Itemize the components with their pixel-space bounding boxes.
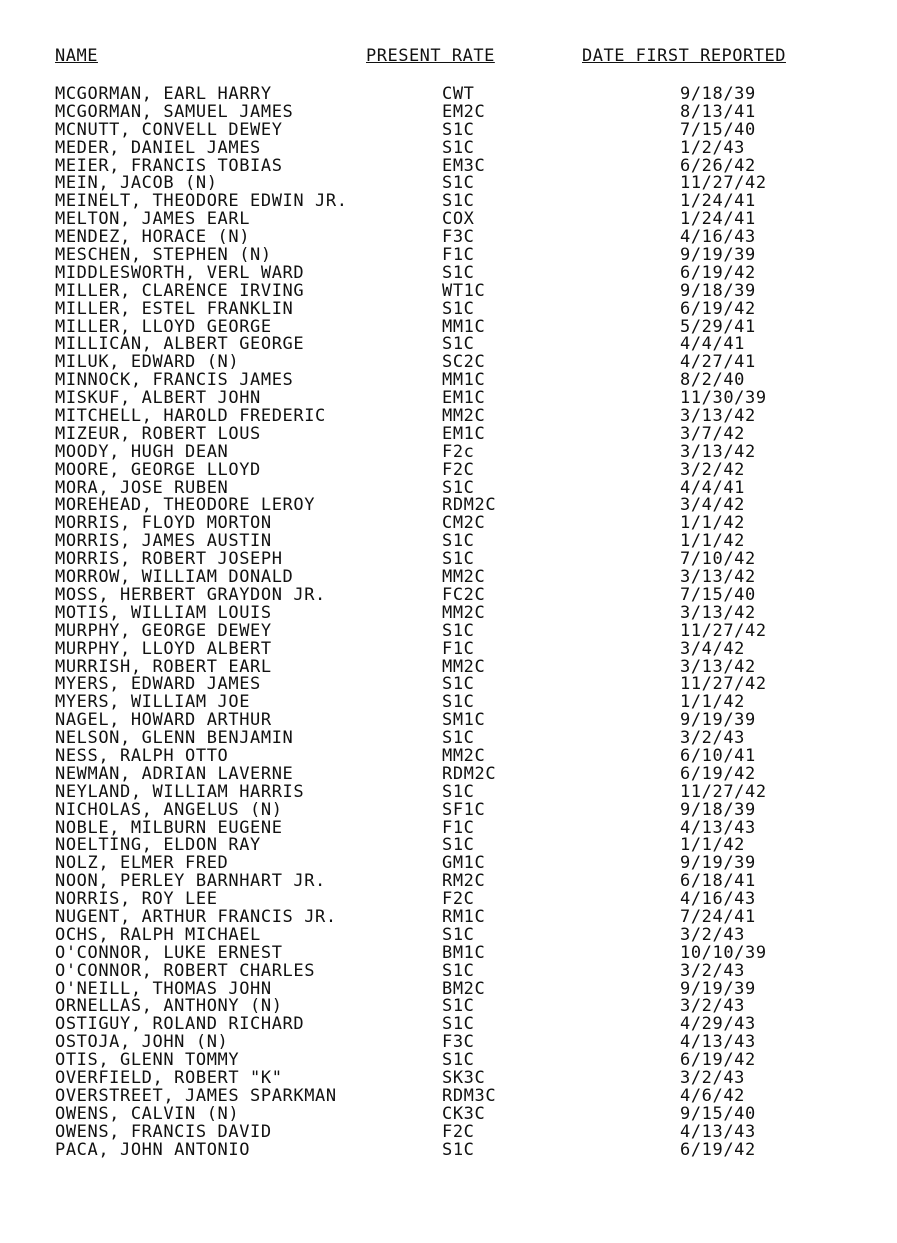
present-rate: SK3C xyxy=(442,1067,486,1088)
crew-name: MORRIS, FLOYD MORTON xyxy=(55,513,272,534)
crew-name: MOREHEAD, THEODORE LEROY xyxy=(55,495,316,516)
date-first-reported: 9/18/39 xyxy=(680,84,756,104)
present-rate: FC2C xyxy=(442,584,486,605)
date-first-reported: 3/13/42 xyxy=(680,567,756,588)
present-rate: EM2C xyxy=(442,101,486,122)
column-header-name: NAME xyxy=(55,46,98,66)
present-rate: S1C xyxy=(442,298,475,319)
crew-name: MEDER, DANIEL JAMES xyxy=(55,137,261,158)
crew-name: MELTON, JAMES EARL xyxy=(55,209,251,230)
date-first-reported: 3/4/42 xyxy=(680,495,746,516)
date-first-reported: 6/19/42 xyxy=(680,1139,756,1160)
date-first-reported: 3/2/43 xyxy=(680,960,746,981)
present-rate: MM2C xyxy=(442,406,486,427)
date-first-reported: 1/1/42 xyxy=(680,531,746,552)
date-first-reported: 1/24/41 xyxy=(680,191,756,212)
crew-name: MURRISH, ROBERT EARL xyxy=(55,656,272,677)
date-first-reported: 9/15/40 xyxy=(680,1103,756,1124)
present-rate: S1C xyxy=(442,119,475,140)
present-rate: S1C xyxy=(442,1014,475,1035)
crew-name: MILLICAN, ALBERT GEORGE xyxy=(55,334,305,355)
present-rate: WT1C xyxy=(442,280,486,301)
present-rate: S1C xyxy=(442,334,475,355)
date-first-reported: 3/2/43 xyxy=(680,924,746,945)
date-first-reported: 3/13/42 xyxy=(680,441,756,462)
date-first-reported: 9/19/39 xyxy=(680,710,756,731)
crew-name: MURPHY, LLOYD ALBERT xyxy=(55,638,272,659)
crew-name: MITCHELL, HAROLD FREDERIC xyxy=(55,406,326,427)
crew-name: NEWMAN, ADRIAN LAVERNE xyxy=(55,763,294,784)
crew-name: OTIS, GLENN TOMMY xyxy=(55,1050,240,1071)
date-first-reported: 4/29/43 xyxy=(680,1014,756,1035)
crew-name: NAGEL, HOWARD ARTHUR xyxy=(55,710,272,731)
crew-name: MENDEZ, HORACE (N) xyxy=(55,227,251,248)
date-first-reported: 11/27/42 xyxy=(680,781,767,802)
crew-name: NICHOLAS, ANGELUS (N) xyxy=(55,799,283,820)
date-first-reported: 9/19/39 xyxy=(680,853,756,874)
present-rate: S1C xyxy=(442,692,475,713)
crew-name: MORA, JOSE RUBEN xyxy=(55,477,229,498)
present-rate: F2C xyxy=(442,459,475,480)
date-first-reported: 1/1/42 xyxy=(680,692,746,713)
date-first-reported: 3/13/42 xyxy=(680,656,756,677)
roster-row xyxy=(0,799,897,820)
present-rate: EM1C xyxy=(442,423,486,444)
roster-row xyxy=(0,781,897,802)
crew-name: MISKUF, ALBERT JOHN xyxy=(55,388,261,409)
date-first-reported: 3/13/42 xyxy=(680,406,756,427)
crew-name: OVERSTREET, JAMES SPARKMAN xyxy=(55,1085,337,1106)
date-first-reported: 4/13/43 xyxy=(680,1121,756,1142)
crew-name: MCNUTT, CONVELL DEWEY xyxy=(55,119,283,140)
crew-name: NOLZ, ELMER FRED xyxy=(55,853,229,874)
date-first-reported: 4/4/41 xyxy=(680,334,746,355)
crew-name: NUGENT, ARTHUR FRANCIS JR. xyxy=(55,906,337,927)
crew-name: MORRIS, ROBERT JOSEPH xyxy=(55,549,283,570)
date-first-reported: 6/19/42 xyxy=(680,763,756,784)
date-first-reported: 6/26/42 xyxy=(680,155,756,176)
present-rate: S1C xyxy=(442,960,475,981)
crew-name: OSTOJA, JOHN (N) xyxy=(55,1032,229,1053)
present-rate: RDM2C xyxy=(442,495,497,516)
crew-name: NELSON, GLENN BENJAMIN xyxy=(55,728,294,749)
date-first-reported: 11/27/42 xyxy=(680,620,767,641)
present-rate: SF1C xyxy=(442,799,486,820)
crew-name: OVERFIELD, ROBERT "K" xyxy=(55,1067,283,1088)
column-header-present-rate: PRESENT RATE xyxy=(366,46,495,66)
date-first-reported: 7/15/40 xyxy=(680,119,756,140)
date-first-reported: 8/2/40 xyxy=(680,370,746,391)
present-rate: S1C xyxy=(442,924,475,945)
date-first-reported: 7/24/41 xyxy=(680,906,756,927)
roster-row xyxy=(0,137,897,158)
date-first-reported: 3/7/42 xyxy=(680,423,746,444)
crew-name: MEINELT, THEODORE EDWIN JR. xyxy=(55,191,348,212)
roster-row xyxy=(0,459,897,480)
date-first-reported: 6/19/42 xyxy=(680,262,756,283)
present-rate: F2C xyxy=(442,1121,475,1142)
crew-name: MILLER, ESTEL FRANKLIN xyxy=(55,298,294,319)
crew-name: MILUK, EDWARD (N) xyxy=(55,352,240,373)
present-rate: RDM2C xyxy=(442,763,497,784)
crew-name: MOORE, GEORGE LLOYD xyxy=(55,459,261,480)
date-first-reported: 6/10/41 xyxy=(680,745,756,766)
present-rate: S1C xyxy=(442,1050,475,1071)
crew-name: MYERS, EDWARD JAMES xyxy=(55,674,261,695)
date-first-reported: 5/29/41 xyxy=(680,316,756,337)
present-rate: S1C xyxy=(442,835,475,856)
roster-row xyxy=(0,942,897,963)
date-first-reported: 3/2/43 xyxy=(680,1067,746,1088)
date-first-reported: 9/19/39 xyxy=(680,978,756,999)
date-first-reported: 9/18/39 xyxy=(680,799,756,820)
crew-name: NOELTING, ELDON RAY xyxy=(55,835,261,856)
roster-row xyxy=(0,1103,897,1124)
crew-name: MILLER, CLARENCE IRVING xyxy=(55,280,305,301)
crew-name: MURPHY, GEORGE DEWEY xyxy=(55,620,272,641)
roster-row xyxy=(0,620,897,641)
present-rate: F1C xyxy=(442,245,475,266)
date-first-reported: 3/2/43 xyxy=(680,728,746,749)
date-first-reported: 1/1/42 xyxy=(680,835,746,856)
roster-row xyxy=(0,638,897,659)
present-rate: BM1C xyxy=(442,942,486,963)
present-rate: BM2C xyxy=(442,978,486,999)
present-rate: F1C xyxy=(442,817,475,838)
date-first-reported: 4/4/41 xyxy=(680,477,746,498)
crew-name: OCHS, RALPH MICHAEL xyxy=(55,924,261,945)
crew-name: OWENS, FRANCIS DAVID xyxy=(55,1121,272,1142)
date-first-reported: 4/13/43 xyxy=(680,817,756,838)
date-first-reported: 4/16/43 xyxy=(680,227,756,248)
roster-list xyxy=(0,86,897,1159)
present-rate: CWT xyxy=(442,84,475,104)
crew-name: NOON, PERLEY BARNHART JR. xyxy=(55,871,326,892)
present-rate: MM2C xyxy=(442,745,486,766)
crew-name: MIDDLESWORTH, VERL WARD xyxy=(55,262,305,283)
present-rate: F2c xyxy=(442,441,475,462)
crew-name: O'CONNOR, ROBERT CHARLES xyxy=(55,960,316,981)
present-rate: RM1C xyxy=(442,906,486,927)
present-rate: RDM3C xyxy=(442,1085,497,1106)
present-rate: S1C xyxy=(442,173,475,194)
present-rate: S1C xyxy=(442,477,475,498)
crew-name: NESS, RALPH OTTO xyxy=(55,745,229,766)
crew-name: MINNOCK, FRANCIS JAMES xyxy=(55,370,294,391)
date-first-reported: 1/24/41 xyxy=(680,209,756,230)
crew-name: MEIER, FRANCIS TOBIAS xyxy=(55,155,283,176)
crew-name: MORRIS, JAMES AUSTIN xyxy=(55,531,272,552)
present-rate: MM2C xyxy=(442,656,486,677)
present-rate: GM1C xyxy=(442,853,486,874)
present-rate: F3C xyxy=(442,227,475,248)
present-rate: S1C xyxy=(442,191,475,212)
date-first-reported: 10/10/39 xyxy=(680,942,767,963)
crew-name: PACA, JOHN ANTONIO xyxy=(55,1139,251,1160)
date-first-reported: 1/2/43 xyxy=(680,137,746,158)
present-rate: MM2C xyxy=(442,602,486,623)
present-rate: S1C xyxy=(442,262,475,283)
present-rate: S1C xyxy=(442,549,475,570)
roster-row xyxy=(0,960,897,981)
crew-name: OWENS, CALVIN (N) xyxy=(55,1103,240,1124)
present-rate: F1C xyxy=(442,638,475,659)
date-first-reported: 11/27/42 xyxy=(680,173,767,194)
date-first-reported: 8/13/41 xyxy=(680,101,756,122)
crew-name: NOBLE, MILBURN EUGENE xyxy=(55,817,283,838)
present-rate: CK3C xyxy=(442,1103,486,1124)
roster-row xyxy=(0,1139,897,1160)
present-rate: F3C xyxy=(442,1032,475,1053)
present-rate: S1C xyxy=(442,781,475,802)
date-first-reported: 6/19/42 xyxy=(680,1050,756,1071)
present-rate: F2C xyxy=(442,889,475,910)
crew-name: MOSS, HERBERT GRAYDON JR. xyxy=(55,584,326,605)
crew-name: MYERS, WILLIAM JOE xyxy=(55,692,251,713)
present-rate: MM1C xyxy=(442,370,486,391)
present-rate: SC2C xyxy=(442,352,486,373)
present-rate: S1C xyxy=(442,1139,475,1160)
crew-name: MORROW, WILLIAM DONALD xyxy=(55,567,294,588)
date-first-reported: 11/27/42 xyxy=(680,674,767,695)
crew-name: NORRIS, ROY LEE xyxy=(55,889,218,910)
date-first-reported: 3/4/42 xyxy=(680,638,746,659)
date-first-reported: 6/19/42 xyxy=(680,298,756,319)
roster-row xyxy=(0,1121,897,1142)
crew-name: O'NEILL, THOMAS JOHN xyxy=(55,978,272,999)
present-rate: S1C xyxy=(442,728,475,749)
date-first-reported: 7/15/40 xyxy=(680,584,756,605)
crew-name: MEIN, JACOB (N) xyxy=(55,173,218,194)
date-first-reported: 6/18/41 xyxy=(680,871,756,892)
date-first-reported: 4/16/43 xyxy=(680,889,756,910)
present-rate: S1C xyxy=(442,531,475,552)
crew-name: MOTIS, WILLIAM LOUIS xyxy=(55,602,272,623)
present-rate: S1C xyxy=(442,137,475,158)
date-first-reported: 1/1/42 xyxy=(680,513,746,534)
crew-name: MOODY, HUGH DEAN xyxy=(55,441,229,462)
date-first-reported: 3/13/42 xyxy=(680,602,756,623)
column-header-date-first-reported: DATE FIRST REPORTED xyxy=(582,46,786,66)
date-first-reported: 7/10/42 xyxy=(680,549,756,570)
present-rate: COX xyxy=(442,209,475,230)
date-first-reported: 4/13/43 xyxy=(680,1032,756,1053)
date-first-reported: 11/30/39 xyxy=(680,388,767,409)
present-rate: S1C xyxy=(442,620,475,641)
crew-name: OSTIGUY, ROLAND RICHARD xyxy=(55,1014,305,1035)
roster-row xyxy=(0,280,897,301)
roster-row xyxy=(0,119,897,140)
crew-name: MILLER, LLOYD GEORGE xyxy=(55,316,272,337)
crew-name: MCGORMAN, SAMUEL JAMES xyxy=(55,101,294,122)
present-rate: SM1C xyxy=(442,710,486,731)
present-rate: CM2C xyxy=(442,513,486,534)
crew-name: ORNELLAS, ANTHONY (N) xyxy=(55,996,283,1017)
present-rate: MM2C xyxy=(442,567,486,588)
date-first-reported: 3/2/42 xyxy=(680,459,746,480)
present-rate: S1C xyxy=(442,996,475,1017)
present-rate: EM1C xyxy=(442,388,486,409)
present-rate: MM1C xyxy=(442,316,486,337)
date-first-reported: 4/27/41 xyxy=(680,352,756,373)
present-rate: RM2C xyxy=(442,871,486,892)
date-first-reported: 9/18/39 xyxy=(680,280,756,301)
crew-name: MCGORMAN, EARL HARRY xyxy=(55,84,272,104)
crew-name: MIZEUR, ROBERT LOUS xyxy=(55,423,261,444)
crew-name: O'CONNOR, LUKE ERNEST xyxy=(55,942,283,963)
crew-name: NEYLAND, WILLIAM HARRIS xyxy=(55,781,305,802)
roster-row xyxy=(0,298,897,319)
date-first-reported: 4/6/42 xyxy=(680,1085,746,1106)
present-rate: EM3C xyxy=(442,155,486,176)
date-first-reported: 3/2/43 xyxy=(680,996,746,1017)
crew-name: MESCHEN, STEPHEN (N) xyxy=(55,245,272,266)
date-first-reported: 9/19/39 xyxy=(680,245,756,266)
present-rate: S1C xyxy=(442,674,475,695)
